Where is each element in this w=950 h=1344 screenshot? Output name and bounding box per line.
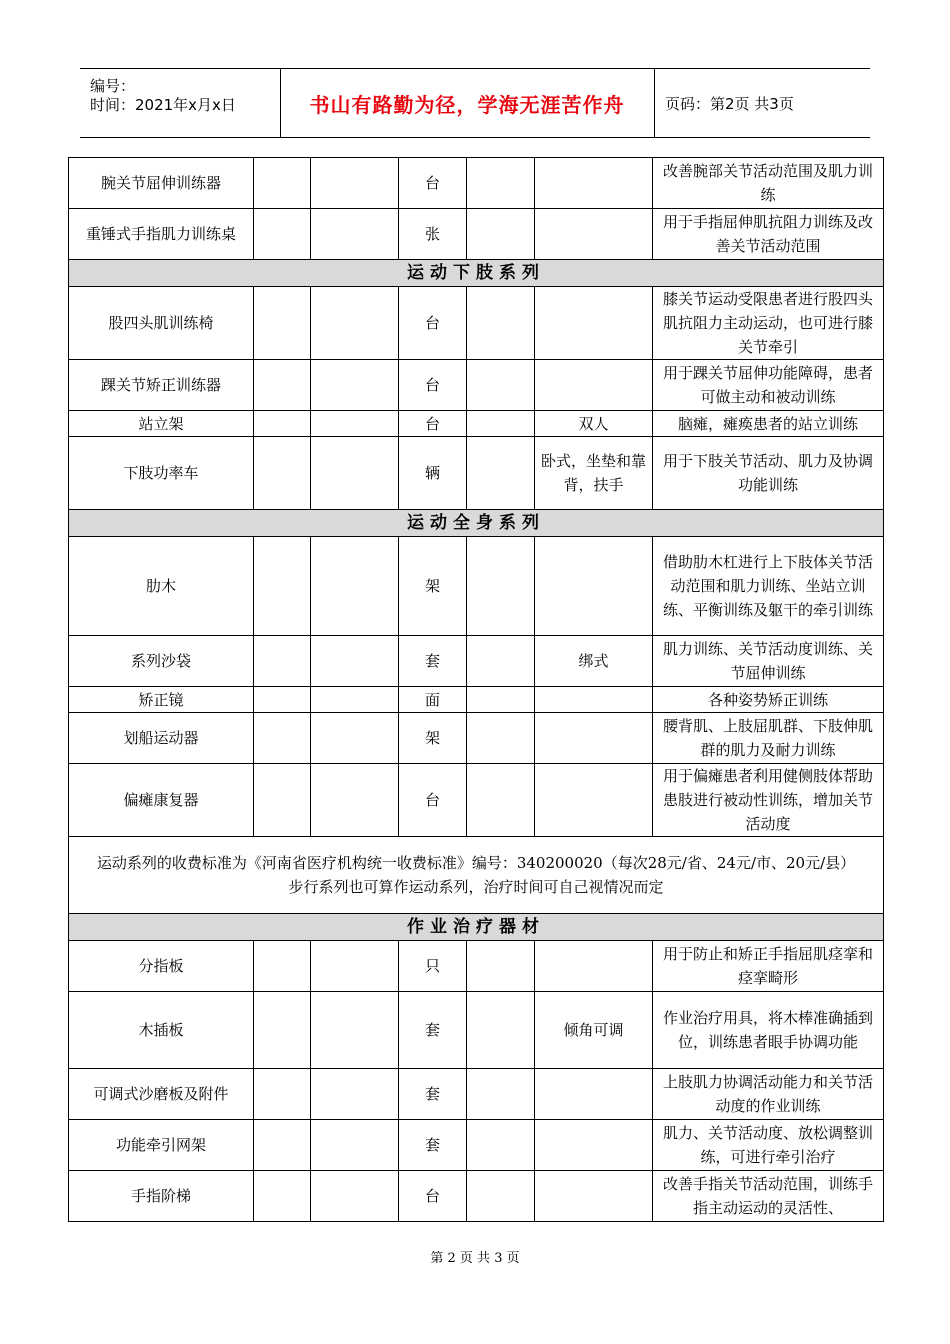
item-name: 手指阶梯 bbox=[69, 1171, 254, 1222]
empty-cell bbox=[254, 537, 311, 636]
item-unit: 张 bbox=[399, 209, 467, 260]
empty-cell bbox=[467, 764, 535, 837]
item-unit: 套 bbox=[399, 1069, 467, 1120]
fee-note bbox=[69, 837, 884, 914]
page-info: 页码：第2页 共3页 bbox=[665, 94, 794, 113]
empty-cell bbox=[254, 992, 311, 1069]
item-name: 踝关节矫正训练器 bbox=[69, 360, 254, 411]
item-spec bbox=[535, 1069, 653, 1120]
item-spec: 卧式，坐垫和靠背，扶手 bbox=[535, 437, 653, 510]
item-description: 改善手指关节活动范围，训练手指主动运动的灵活性、 bbox=[653, 1171, 884, 1222]
empty-cell bbox=[254, 636, 311, 687]
item-description: 膝关节运动受限患者进行股四头肌抗阻力主动运动，也可进行膝关节牵引 bbox=[653, 287, 884, 360]
empty-cell bbox=[467, 411, 535, 437]
header-meta bbox=[80, 69, 281, 137]
empty-cell bbox=[311, 1171, 399, 1222]
empty-cell bbox=[467, 992, 535, 1069]
item-name: 肋木 bbox=[69, 537, 254, 636]
item-spec: 双人 bbox=[535, 411, 653, 437]
item-unit: 架 bbox=[399, 537, 467, 636]
item-description: 用于防止和矫正手指屈肌痉挛和痉挛畸形 bbox=[653, 941, 884, 992]
item-name: 下肢功率车 bbox=[69, 437, 254, 510]
item-unit: 套 bbox=[399, 992, 467, 1069]
empty-cell bbox=[311, 209, 399, 260]
fee-note-line1: 运动系列的收费标准为《河南省医疗机构统一收费标准》编号：340200020（每次28元/省、24元/市、20元/县） bbox=[96, 854, 856, 872]
empty-cell bbox=[467, 941, 535, 992]
empty-cell bbox=[467, 537, 535, 636]
item-description: 用于下肢关节活动、肌力及协调功能训练 bbox=[653, 437, 884, 510]
empty-cell bbox=[311, 1069, 399, 1120]
code-label: 编号： bbox=[90, 77, 136, 95]
item-name: 分指板 bbox=[69, 941, 254, 992]
empty-cell bbox=[467, 1171, 535, 1222]
item-name: 重锤式手指肌力训练桌 bbox=[69, 209, 254, 260]
table-row bbox=[69, 1120, 884, 1171]
item-unit: 套 bbox=[399, 1120, 467, 1171]
empty-cell bbox=[254, 764, 311, 837]
empty-cell bbox=[311, 360, 399, 411]
empty-cell bbox=[254, 941, 311, 992]
item-name: 木插板 bbox=[69, 992, 254, 1069]
empty-cell bbox=[254, 1171, 311, 1222]
page-header bbox=[80, 68, 870, 138]
item-name: 腕关节屈伸训练器 bbox=[69, 158, 254, 209]
table-row bbox=[69, 287, 884, 360]
empty-cell bbox=[254, 411, 311, 437]
empty-cell bbox=[467, 437, 535, 510]
empty-cell bbox=[311, 437, 399, 510]
item-spec: 绑式 bbox=[535, 636, 653, 687]
empty-cell bbox=[467, 687, 535, 713]
item-spec bbox=[535, 287, 653, 360]
item-name: 划船运动器 bbox=[69, 713, 254, 764]
item-unit: 台 bbox=[399, 360, 467, 411]
item-description: 各种姿势矫正训练 bbox=[653, 687, 884, 713]
empty-cell bbox=[311, 537, 399, 636]
item-spec bbox=[535, 941, 653, 992]
empty-cell bbox=[311, 687, 399, 713]
item-name: 偏瘫康复器 bbox=[69, 764, 254, 837]
item-description: 用于偏瘫患者利用健侧肢体帮助患肢进行被动性训练，增加关节活动度 bbox=[653, 764, 884, 837]
item-unit: 台 bbox=[399, 764, 467, 837]
item-spec bbox=[535, 158, 653, 209]
table-row bbox=[69, 687, 884, 713]
empty-cell bbox=[254, 209, 311, 260]
page-footer: 第 2 页 共 3 页 bbox=[430, 1251, 520, 1266]
empty-cell bbox=[467, 1120, 535, 1171]
empty-cell bbox=[467, 636, 535, 687]
table-row bbox=[69, 636, 884, 687]
item-name: 功能牵引网架 bbox=[69, 1120, 254, 1171]
equipment-table bbox=[68, 157, 884, 1222]
item-spec bbox=[535, 537, 653, 636]
item-description: 用于踝关节屈伸功能障碍，患者可做主动和被动训练 bbox=[653, 360, 884, 411]
empty-cell bbox=[254, 713, 311, 764]
item-description: 肌力、关节活动度、放松调整训练，可进行牵引治疗 bbox=[653, 1120, 884, 1171]
empty-cell bbox=[467, 158, 535, 209]
empty-cell bbox=[311, 764, 399, 837]
section-row bbox=[69, 510, 884, 537]
empty-cell bbox=[311, 287, 399, 360]
table-row bbox=[69, 713, 884, 764]
empty-cell bbox=[311, 713, 399, 764]
empty-cell bbox=[311, 992, 399, 1069]
item-description: 脑瘫，瘫痪患者的站立训练 bbox=[653, 411, 884, 437]
item-unit: 架 bbox=[399, 713, 467, 764]
empty-cell bbox=[254, 1069, 311, 1120]
empty-cell bbox=[254, 287, 311, 360]
empty-cell bbox=[311, 1120, 399, 1171]
item-spec bbox=[535, 713, 653, 764]
item-name: 矫正镜 bbox=[69, 687, 254, 713]
table-row bbox=[69, 411, 884, 437]
empty-cell bbox=[467, 209, 535, 260]
table-row bbox=[69, 764, 884, 837]
item-unit: 只 bbox=[399, 941, 467, 992]
header-motto-cell bbox=[280, 69, 655, 137]
header-page-cell bbox=[655, 69, 870, 137]
item-spec bbox=[535, 687, 653, 713]
empty-cell bbox=[311, 941, 399, 992]
section-title: 作业治疗器材 bbox=[69, 914, 884, 941]
empty-cell bbox=[467, 713, 535, 764]
table-row bbox=[69, 158, 884, 209]
item-description: 作业治疗用具，将木棒准确插到位，训练患者眼手协调功能 bbox=[653, 992, 884, 1069]
item-unit: 台 bbox=[399, 287, 467, 360]
empty-cell bbox=[254, 158, 311, 209]
item-spec bbox=[535, 1171, 653, 1222]
date-label: 时间：2021年x月x日 bbox=[90, 96, 236, 114]
item-name: 站立架 bbox=[69, 411, 254, 437]
table-row bbox=[69, 1069, 884, 1120]
item-unit: 辆 bbox=[399, 437, 467, 510]
item-description: 上肢肌力协调活动能力和关节活动度的作业训练 bbox=[653, 1069, 884, 1120]
empty-cell bbox=[311, 158, 399, 209]
empty-cell bbox=[311, 411, 399, 437]
item-description: 改善腕部关节活动范围及肌力训练 bbox=[653, 158, 884, 209]
fee-note-line2: 步行系列也可算作运动系列，治疗时间可自己视情况而定 bbox=[288, 878, 664, 896]
empty-cell bbox=[254, 360, 311, 411]
item-description: 肌力训练、关节活动度训练、关节屈伸训练 bbox=[653, 636, 884, 687]
table-row bbox=[69, 437, 884, 510]
section-title: 运动下肢系列 bbox=[69, 260, 884, 287]
item-unit: 套 bbox=[399, 636, 467, 687]
item-unit: 台 bbox=[399, 1171, 467, 1222]
item-spec: 倾角可调 bbox=[535, 992, 653, 1069]
item-name: 股四头肌训练椅 bbox=[69, 287, 254, 360]
table-row bbox=[69, 209, 884, 260]
item-spec bbox=[535, 764, 653, 837]
table-row bbox=[69, 537, 884, 636]
table-row bbox=[69, 1171, 884, 1222]
empty-cell bbox=[467, 360, 535, 411]
item-unit: 台 bbox=[399, 158, 467, 209]
note-row bbox=[69, 837, 884, 914]
empty-cell bbox=[254, 1120, 311, 1171]
table-row bbox=[69, 360, 884, 411]
item-unit: 台 bbox=[399, 411, 467, 437]
motto: 书山有路勤为径，学海无涯苦作舟 bbox=[309, 92, 625, 117]
section-row bbox=[69, 914, 884, 941]
item-spec bbox=[535, 1120, 653, 1171]
section-row bbox=[69, 260, 884, 287]
item-spec bbox=[535, 360, 653, 411]
empty-cell bbox=[254, 687, 311, 713]
table-row bbox=[69, 941, 884, 992]
empty-cell bbox=[467, 287, 535, 360]
item-description: 腰背肌、上肢屈肌群、下肢伸肌群的肌力及耐力训练 bbox=[653, 713, 884, 764]
empty-cell bbox=[254, 437, 311, 510]
item-spec bbox=[535, 209, 653, 260]
item-description: 借助肋木杠进行上下肢体关节活动范围和肌力训练、坐站立训练、平衡训练及躯干的牵引训练 bbox=[653, 537, 884, 636]
item-name: 系列沙袋 bbox=[69, 636, 254, 687]
empty-cell bbox=[311, 636, 399, 687]
empty-cell bbox=[467, 1069, 535, 1120]
item-description: 用于手指屈伸肌抗阻力训练及改善关节活动范围 bbox=[653, 209, 884, 260]
table-row bbox=[69, 992, 884, 1069]
item-name: 可调式沙磨板及附件 bbox=[69, 1069, 254, 1120]
section-title: 运动全身系列 bbox=[69, 510, 884, 537]
item-unit: 面 bbox=[399, 687, 467, 713]
